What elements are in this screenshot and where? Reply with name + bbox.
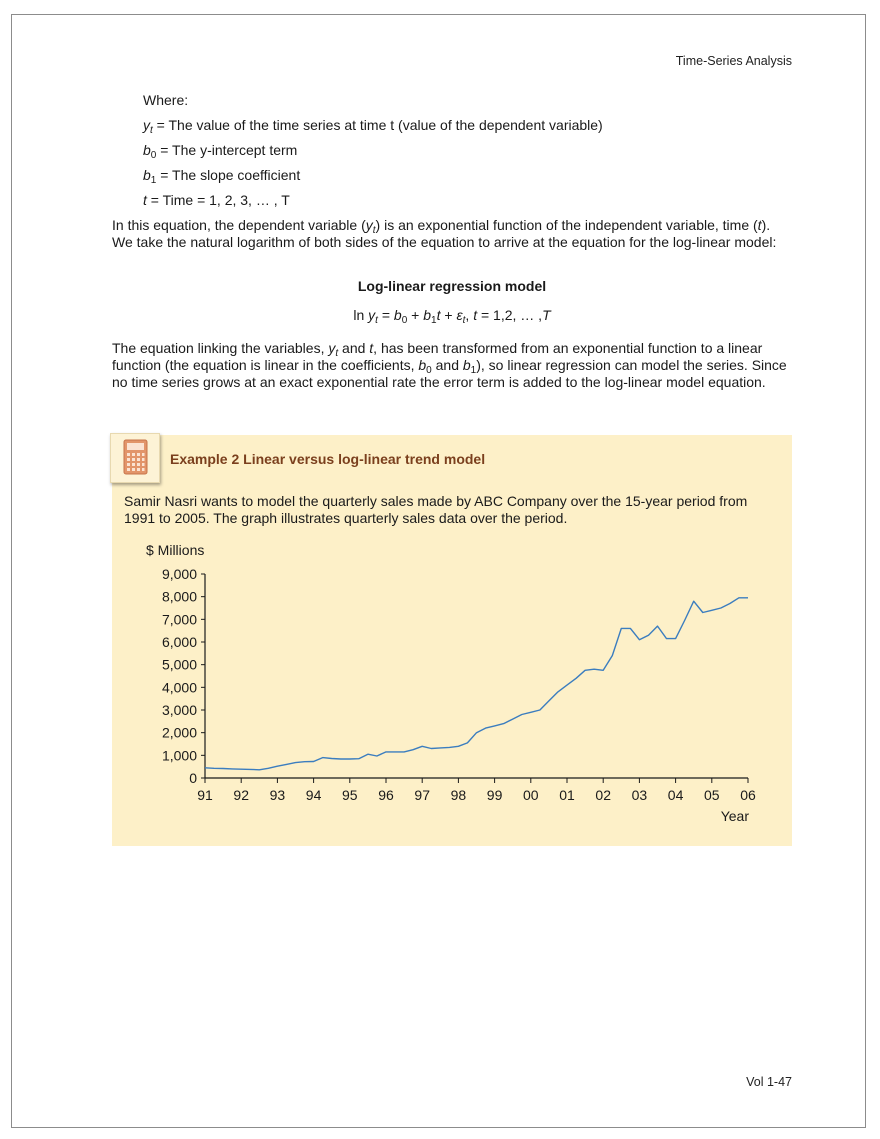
x-tick-label: 02 [595,787,611,803]
sales-series-line [205,598,748,770]
x-tick-label: 94 [305,787,322,803]
x-tick-label: 96 [378,787,394,803]
x-tick-label: 99 [486,787,503,803]
y-tick-label: 9,000 [161,566,197,582]
x-tick-label: 93 [269,787,286,803]
page-number: Vol 1-47 [746,1075,792,1089]
x-axis-label: Year [720,808,749,824]
y-tick-label: 8,000 [161,588,197,605]
x-tick-label: 97 [414,787,430,803]
definitions-list [143,88,603,213]
y-axis-label: $ Millions [146,542,205,558]
definition-b1: $b_1$ = The slope coefficient [143,167,301,186]
y-tick-label: 1,000 [161,747,197,764]
x-tick-label: 04 [667,787,684,803]
example-text: Samir Nasri wants to model the quarterly sales made by ABC Company over the 15-year period from 1991 to 2005. The graph illustrates quarterly sales data over the period. [124,493,748,526]
definition-yt: $y_t$ = The value of the time series at time t (value of the dependent variable) [143,117,603,136]
model-title: Log-linear regression model [357,278,547,294]
example-title: Example 2 Linear versus log-linear trend model [170,451,486,467]
y-tick-label: 2,000 [161,724,197,741]
paragraph-exponential: In this equation, the dependent variable $(y_t)$ is an exponential function of the independent variable, time (t). We take the natural logarithm of both sides of the equation to arrive at the equation for the log-linear model: [112,217,777,250]
x-tick-label: 06 [740,787,756,803]
sales-chart [124,538,774,838]
calculator-icon [111,434,159,482]
running-head: Time-Series Analysis [675,54,792,68]
y-tick-label: 5,000 [161,656,197,673]
y-tick-label: 0 [189,770,197,786]
calculator-icon-tile [110,433,160,483]
x-tick-label: 91 [197,787,213,803]
definitions-where: Where: [143,92,189,108]
definition-b0: $b_0$ = The y-intercept term [143,142,298,161]
x-tick-label: 03 [631,787,648,803]
definition-t: t = Time = 1, 2, 3, … , T [143,192,290,208]
x-tick-label: 98 [450,787,467,803]
x-tick-label: 00 [523,787,539,803]
x-tick-label: 92 [233,787,249,803]
x-tick-label: 01 [559,787,575,803]
y-tick-label: 3,000 [161,702,197,718]
x-tick-label: 05 [704,787,720,803]
paragraph-log-linear: The equation linking the variables, $y_t$ and t, has been transformed from an exponential function to a linear function (the equation is linear in the coefficients, $b_0$ and $b_1$), so linear regression can model the series. Since no time series grows at an exact exponential rate the error term is added to the log-linear model equation. [112,340,787,390]
y-tick-label: 4,000 [161,679,197,696]
y-tick-label: 6,000 [161,634,197,650]
model-equation: $\ln y_t = b_0 + b_1t + \varepsilon_t$, t = 1,2, … ,T [353,307,551,326]
x-tick-label: 95 [342,787,358,803]
y-tick-label: 7,000 [161,611,197,628]
